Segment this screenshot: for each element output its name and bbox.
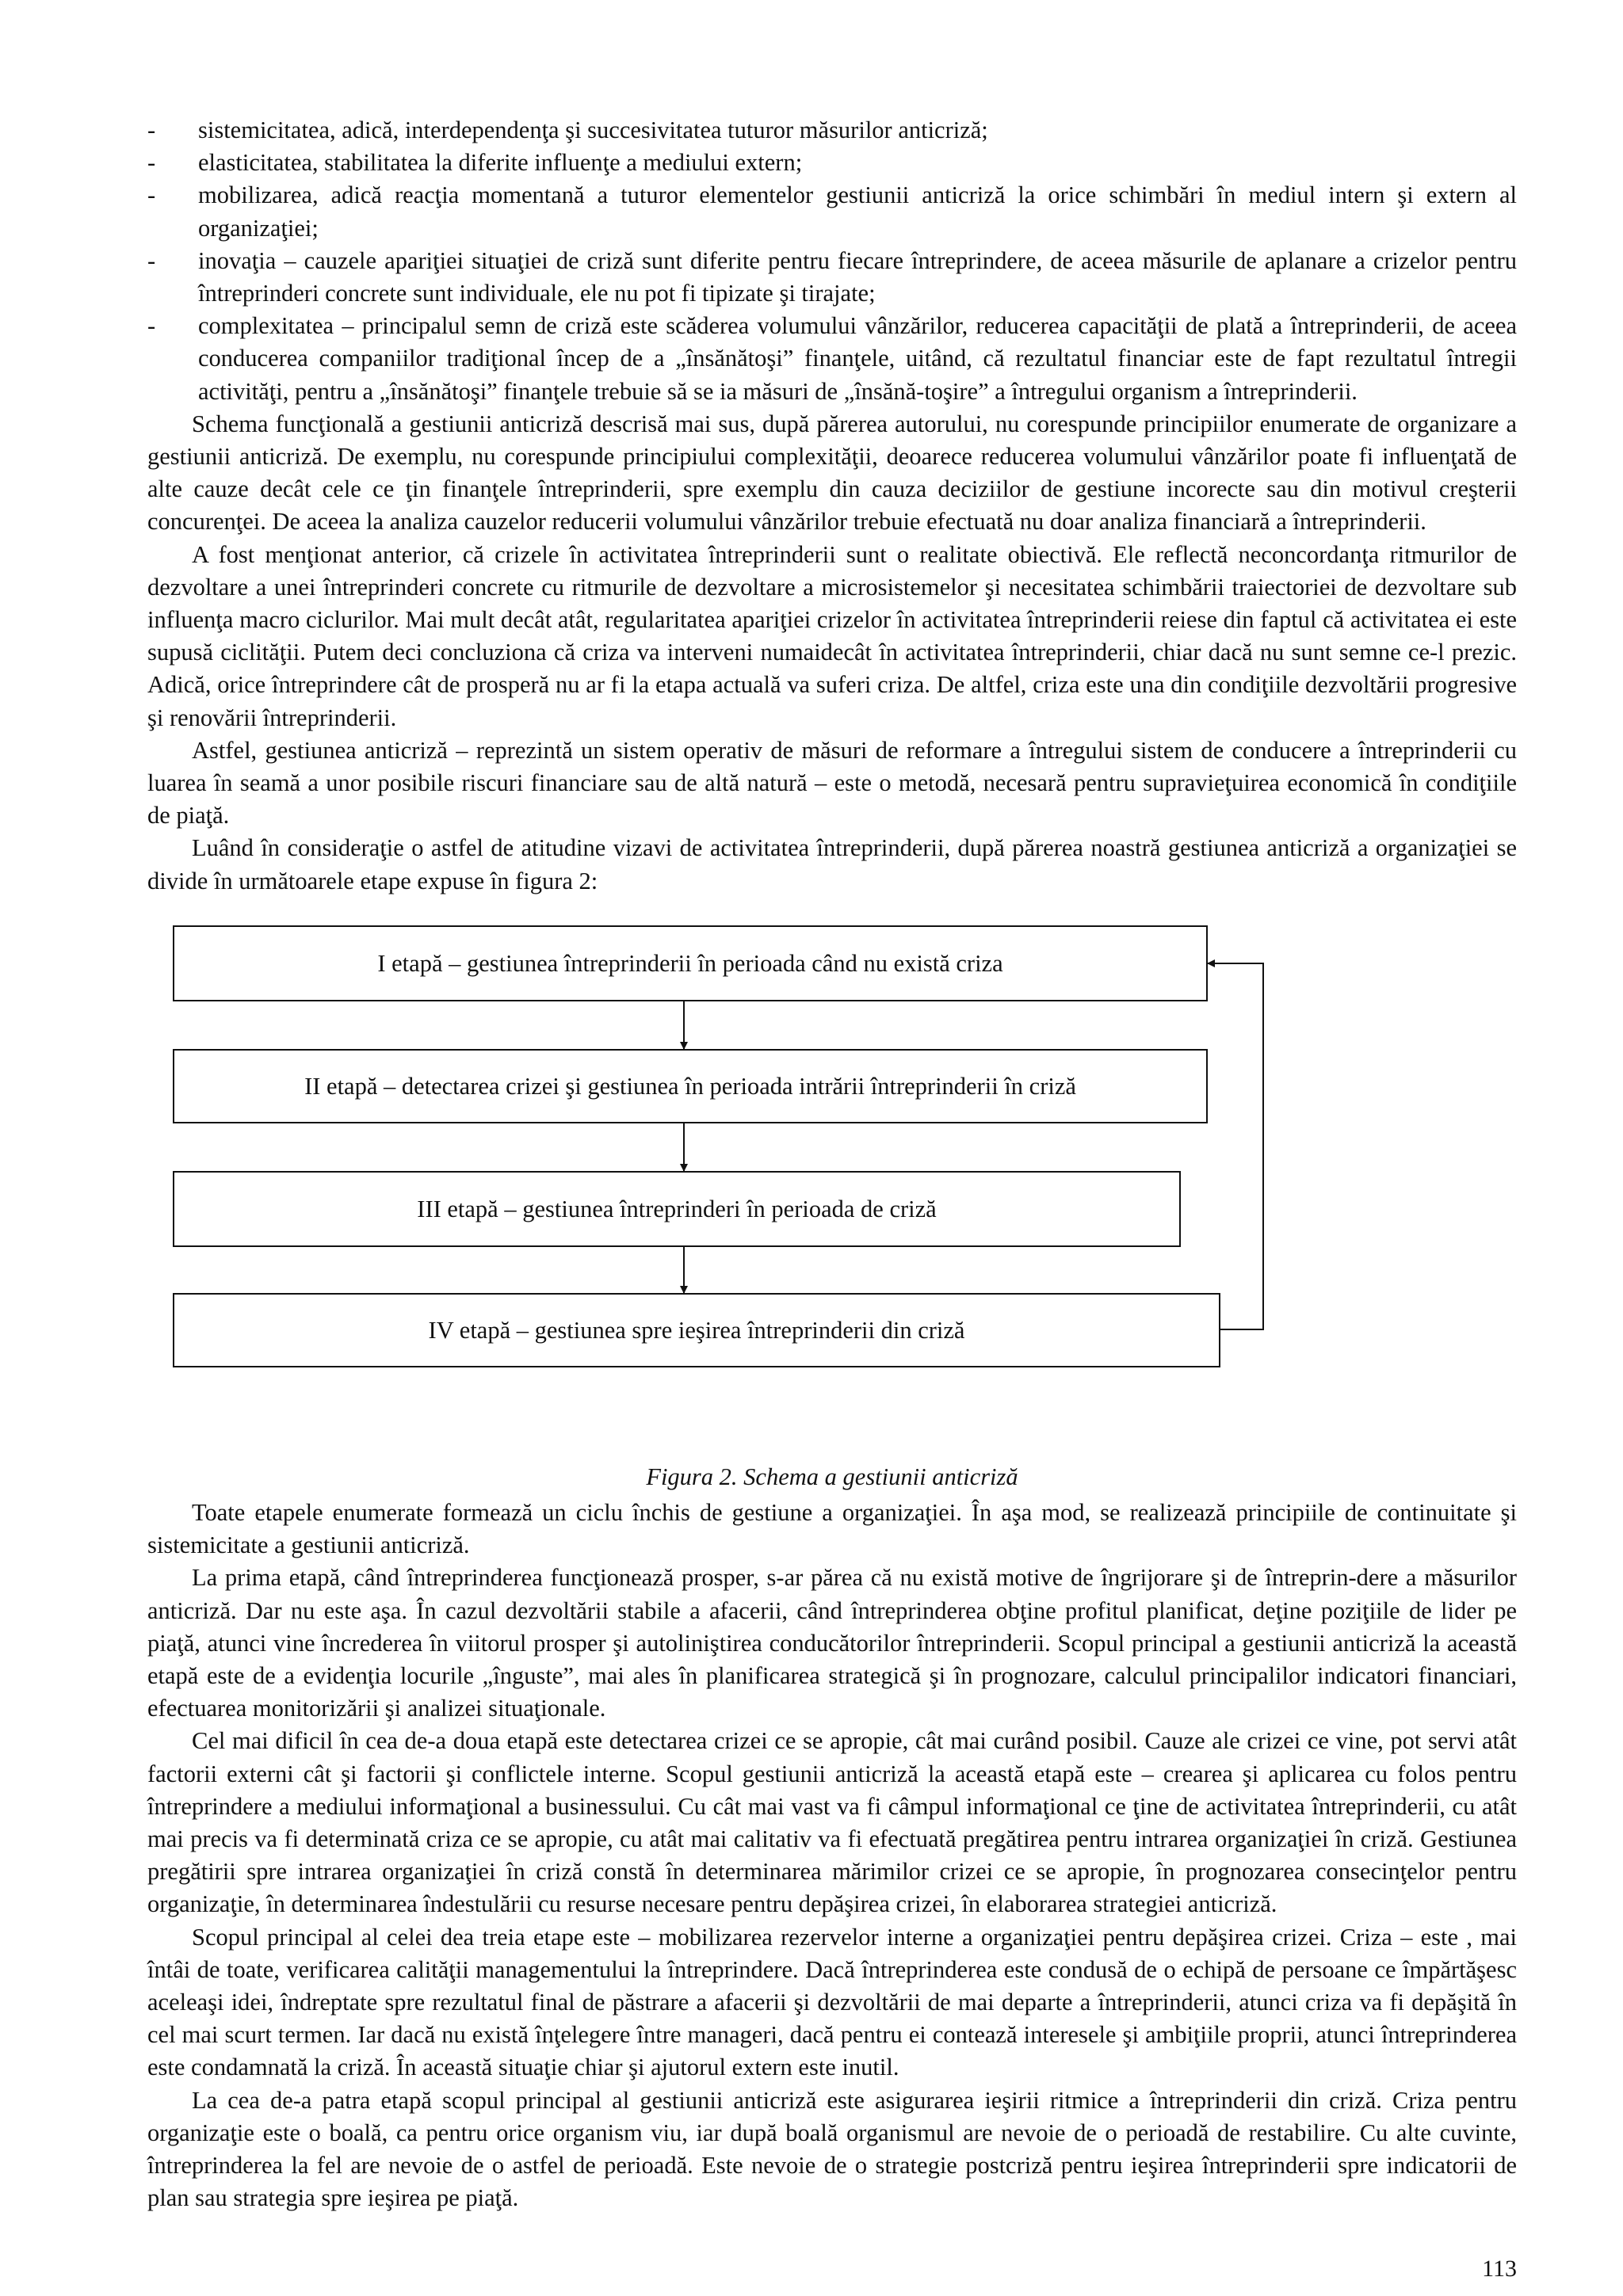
list-item: - elasticitatea, stabilitatea la diferite influenţe a mediului extern; (147, 147, 1517, 179)
feedback-arrow-stage4-to-stage1 (1208, 963, 1263, 1329)
bullet-marker: - (147, 149, 156, 177)
text-after-figure (147, 1497, 1517, 2214)
bullet-marker: - (147, 116, 156, 143)
bullet-marker: - (147, 312, 156, 340)
bullet-marker: - (147, 246, 156, 274)
paragraph: Cel mai dificil în cea de-a doua etapă este detectarea crizei ce se apropie, cât mai curând posibil. Cauze ale crizei ce vine, pot servi atât factorii externi cât şi factorii şi conflictele interne. Scopul gestiunii anticriză la această etapă este – crearea şi aplicarea cu folos pentru întreprindere a mediului informaţional a businessului. Cu cât mai vast va fi câmpul informaţional ce ţine de activitatea întreprinderii, cu atât mai precis va fi determinată criza ce se apropie, cu atât mai calitativ va fi efectuată pregătirea pentru intrarea organizaţiei în criză. Gestiunea pregătirii spre intrarea organizaţiei în criză constă în determinarea mărimilor crizei ce se apropie, în prognozarea consecinţelor pentru organizaţie, în determinarea îndestulării cu resurse necesare pentru depăşirea crizei, în elaborarea strategiei anticriză. (147, 1727, 1517, 1918)
stage-box-2: II etapă – detectarea crizei şi gestiunea în perioada intrării întreprinderii în criză (173, 1049, 1208, 1123)
paragraph: Schema funcţională a gestiunii anticriză descrisă mai sus, după părerea autorului, nu corespunde principiilor enumerate de organizare a gestiunii anticriză. De exemplu, nu corespunde principiului complexităţii, deoarece reducerea volumului vânzărilor poate fi influenţată de alte cauze decât cele ce ţin finanţele întreprinderii, spre exemplu din cauza deciziilor de gestiune incorecte sau din motivul creşterii concurenţei. De aceea la analiza cauzelor reducerii volumului vânzărilor trebuie efectuată nu doar analiza financiară a întreprinderii. (147, 410, 1517, 536)
page-content (147, 114, 1517, 2282)
list-item: - complexitatea – principalul semn de criză este scăderea volumului vânzărilor, reducerea capacităţii de plată a întreprinderii, de aceea conducerea companiilor tradiţional încep de a „însănătoşi” finanţele, uitând, că rezultatul financiar este de fapt rezultatul întregii activităţi, pentru a „însănătoşi” finanţele trebuie să se ia măsuri de „însănă-toşire” a întregului organism a întreprinderii. (147, 310, 1517, 408)
figure-2-diagram (147, 925, 1517, 1497)
list-item: - sistemicitatea, adică, interdependenţa şi succesivitatea tuturor măsurilor anticriză; (147, 114, 1517, 147)
text-before-figure (147, 114, 1517, 898)
stage-box-4: IV etapă – gestiunea spre ieşirea întreprinderii din criză (173, 1293, 1220, 1367)
paragraph: Scopul principal al celei dea treia etape este – mobilizarea rezervelor interne a organizaţiei pentru depăşirea crizei. Criza – este , mai întâi de toate, verificarea calităţii managementului la întreprindere. Dacă întreprinderea este condusă de o echipă de persoane ce împărtăşesc aceleaşi idei, îndreptate spre rezultatul final de păstrare a afacerii şi dezvoltării de mai departe a întreprinderii, atunci criza va fi depăşită în cel mai scurt termen. Iar dacă nu există înţelegere între manageri, dacă pentru ei contează interesele şi ambiţiile proprii, atunci întreprinderea este condamnată la criză. În această situaţie chiar şi ajutorul extern este inutil. (147, 1923, 1517, 2081)
paragraph: Astfel, gestiunea anticriză – reprezintă un sistem operativ de măsuri de reformare a întregului sistem de conducere a întreprinderii cu luarea în seamă a unor posibile riscuri financiare sau de altă natură – este o metodă, necesară pentru supravieţuirea economică în condiţiile de piaţă. (147, 736, 1517, 830)
paragraph: La cea de-a patra etapă scopul principal al gestiunii anticriză este asigurarea ieşirii ritmice a întreprinderii din criză. Criza pentru organizaţie este o boală, ca pentru orice organism viu, iar după boală organismul are nevoie de o perioadă de restabilire. Cu alte cuvinte, întreprinderea la fel are nevoie de o astfel de perioadă. Este nevoie de o strategie postcriză pentru ieşirea întreprinderii spre indicatorii de plan sau strategia spre ieşirea pe piaţă. (147, 2086, 1517, 2212)
list-item: - mobilizarea, adică reacţia momentană a tuturor elementelor gestiunii anticriză la orice schimbări în mediul intern şi extern al organizaţiei; (147, 179, 1517, 244)
paragraph: Toate etapele enumerate formează un ciclu închis de gestiune a organizaţiei. În aşa mod, se realizează principiile de continuitate şi sistemicitate a gestiunii anticriză. (147, 1499, 1517, 1559)
list-item: - inovaţia – cauzele apariţiei situaţiei de criză sunt diferite pentru fiecare întreprindere, de aceea măsurile de aplanare a crizelor pentru întreprinderi concrete sunt individuale, ele nu pot fi tipizate şi tirajate; (147, 245, 1517, 310)
bullet-marker: - (147, 181, 156, 209)
principles-list (147, 114, 1517, 408)
figure-caption: Figura 2. Schema a gestiunii anticriză (646, 1463, 1018, 1490)
paragraph: A fost menţionat anterior, că crizele în activitatea întreprinderii sunt o realitate obiectivă. Ele reflectă neconcordanţa ritmurilor de dezvoltare a unei întreprinderi concrete cu ritmurile de dezvoltare a microsistemelor şi necesitatea schimbării traiectoriei de dezvoltare sub influenţa macro ciclurilor. Mai mult decât atât, regularitatea apariţiei crizelor în activitatea întreprinderii reiese din faptul că activitatea ei este supusă ciclităţii. Putem deci concluziona că criza va interveni numaidecât în activitatea întreprinderii, chiar dacă nu sunt semne ce-l prezic. Adică, orice întreprindere cât de prosperă nu ar fi la etapa actuală va suferi criza. De altfel, criza este una din condiţiile dezvoltării progresive şi renovării întreprinderii. (147, 540, 1517, 731)
paragraph: Luând în consideraţie o astfel de atitudine vizavi de activitatea întreprinderii, după părerea noastră gestiunea anticriză a organizaţiei se divide în următoarele etape expuse în figura 2: (147, 834, 1517, 894)
paragraph: La prima etapă, când întreprinderea funcţionează prosper, s-ar părea că nu există motive de îngrijorare şi de întreprin-dere a măsurilor anticriză. Dar nu este aşa. În cazul dezvoltării stabile a afacerii, când întreprinderea obţine profitul planificat, deţine poziţiile de lider pe piaţă, atunci vine încrederea în viitorul prosper şi autoliniştirea conducătorilor întreprinderii. Scopul principal a gestiunii anticriză la această etapă este de a evidenţia locurile „înguste”, mai ales în planificarea strategică şi în prognozare, calculul principalilor indicatori financiari, efectuarea monitorizării şi analizei situaţionale. (147, 1564, 1517, 1722)
stage-box-1: I etapă – gestiunea întreprinderii în perioada când nu există criza (173, 925, 1208, 1001)
page-number: 113 (1482, 2256, 1517, 2282)
stage-box-3: III etapă – gestiunea întreprinderi în perioada de criză (173, 1171, 1181, 1247)
